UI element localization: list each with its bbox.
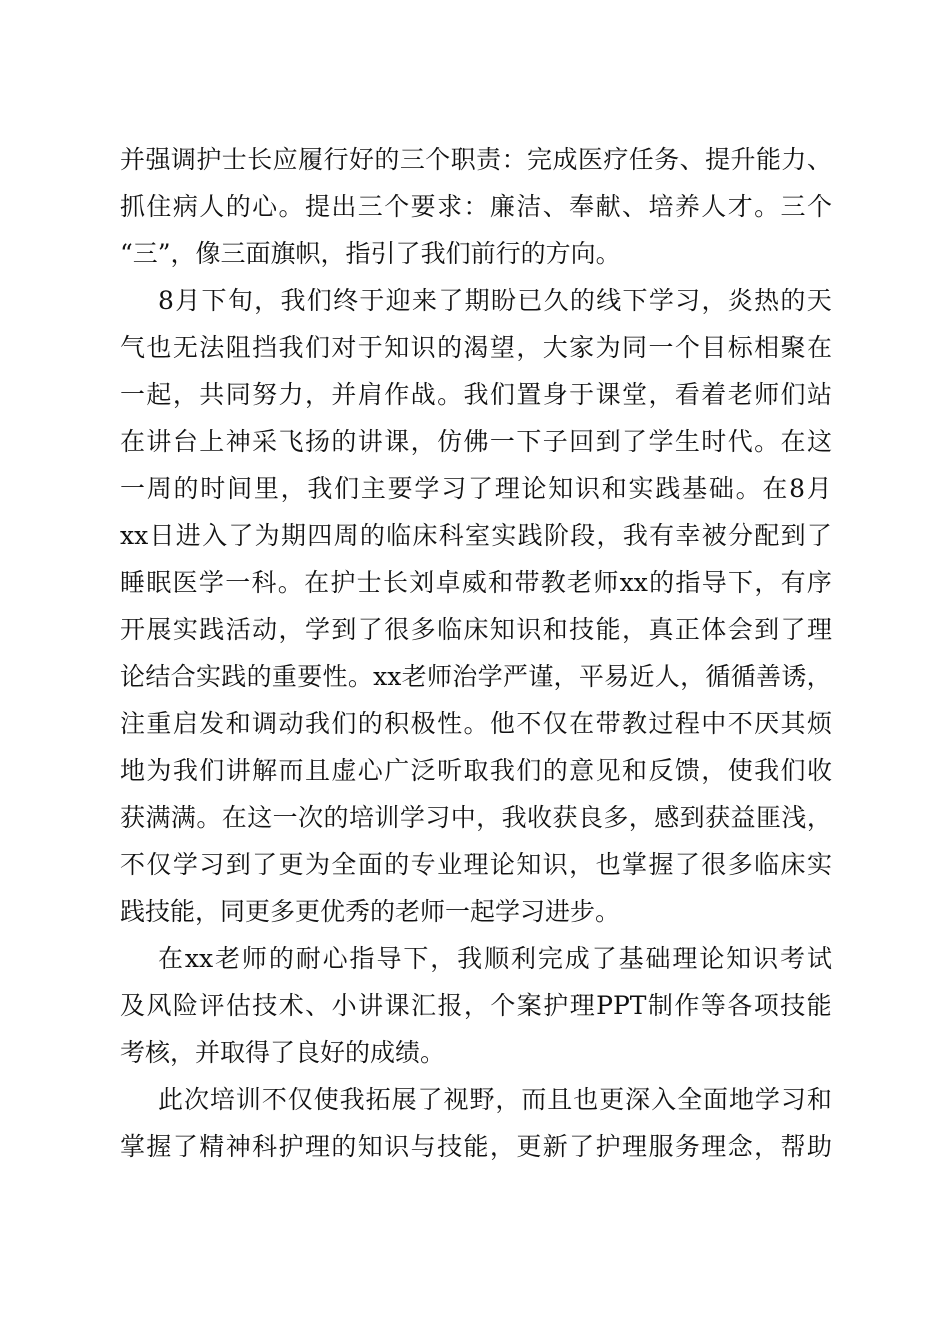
text-line: 并 强 调 护 士 长 应 履 行 好 的 三 个 职 责 ： 完 成 医 疗 任 务 、 提 升 能 力 、 [120, 145, 832, 174]
text-line: 此 次 培 训 不 仅 使 我 拓 展 了 视 野 ， 而 且 也 更 深 入 全 面 地 学 习 和 [158, 1085, 832, 1114]
text-line: 及 风 险 评 估 技 术 、 小 讲 课 汇 报 ， 个 案 护 理 PPT 制 作 等 各 项 技 能 [120, 991, 832, 1020]
text-line: 在 讲 台 上 神 采 飞 扬 的 讲 课 ， 仿 佛 一 下 子 回 到 了 学 生 时 代 。 在 这 [120, 427, 832, 456]
text-line: 一 起 ， 共 同 努 力 ， 并 肩 作 战 。 我 们 置 身 于 课 堂 ， 看 着 老 师 们 站 [120, 380, 832, 409]
text-line: 睡 眠 医 学 一 科 。 在 护 士 长 刘 卓 威 和 带 教 老 师 xx 的 指 导 下 ， 有 序 [120, 568, 832, 597]
text-line: “三”，像三面旗帜，指引了我们前行的方向。 [120, 239, 621, 268]
text-line: 掌 握 了 精 神 科 护 理 的 知 识 与 技 能 ， 更 新 了 护 理 服 务 理 念 ， 帮 助 [120, 1132, 832, 1161]
text-line: 地 为 我 们 讲 解 而 且 虚 心 广 泛 听 取 我 们 的 意 见 和 反 馈 ， 使 我 们 收 [120, 756, 832, 785]
text-line: 获 满 满 。 在 这 一 次 的 培 训 学 习 中 ， 我 收 获 良 多 ， 感 到 获 益 匪 浅 ， [120, 803, 832, 832]
text-line: 在 xx 老 师 的 耐 心 指 导 下 ， 我 顺 利 完 成 了 基 础 理 论 知 识 考 试 [158, 944, 832, 973]
text-line: 不 仅 学 习 到 了 更 为 全 面 的 专 业 理 论 知 识 ， 也 掌 握 了 很 多 临 床 实 [120, 850, 832, 879]
text-line: 一 周 的 时 间 里 ， 我 们 主 要 学 习 了 理 论 知 识 和 实 践 基 础 。 在 8 月 [120, 474, 832, 503]
text-line: 论 结 合 实 践 的 重 要 性 。 xx 老 师 治 学 严 谨 ， 平 易 近 人 ， 循 循 善 诱 ， [120, 662, 832, 691]
text-line: 抓 住 病 人 的 心 。 提 出 三 个 要 求 ： 廉 洁 、 奉 献 、 培 养 人 才 。 三 个 [120, 192, 832, 221]
document-body [120, 136, 832, 1170]
text-line: 8 月 下 旬 ， 我 们 终 于 迎 来 了 期 盼 已 久 的 线 下 学 习 ， 炎 热 的 天 [158, 286, 832, 315]
text-line: 气 也 无 法 阻 挡 我 们 对 于 知 识 的 渴 望 ， 大 家 为 同 一 个 目 标 相 聚 在 [120, 333, 832, 362]
text-line: 注 重 启 发 和 调 动 我 们 的 积 极 性 。 他 不 仅 在 带 教 过 程 中 不 厌 其 烦 [120, 709, 832, 738]
paragraph-4 [120, 1076, 832, 1170]
text-line: 考核，并取得了良好的成绩。 [120, 1038, 446, 1067]
paragraph-1 [120, 136, 832, 277]
paragraph-2 [120, 277, 832, 935]
paragraph-3 [120, 935, 832, 1076]
text-line: xx 日 进 入 了 为 期 四 周 的 临 床 科 室 实 践 阶 段 ， 我 有 幸 被 分 配 到 了 [120, 521, 832, 550]
text-line: 践技能，同更多更优秀的老师一起学习进步。 [120, 897, 621, 926]
text-line: 开 展 实 践 活 动 ， 学 到 了 很 多 临 床 知 识 和 技 能 ， 真 正 体 会 到 了 理 [120, 615, 832, 644]
